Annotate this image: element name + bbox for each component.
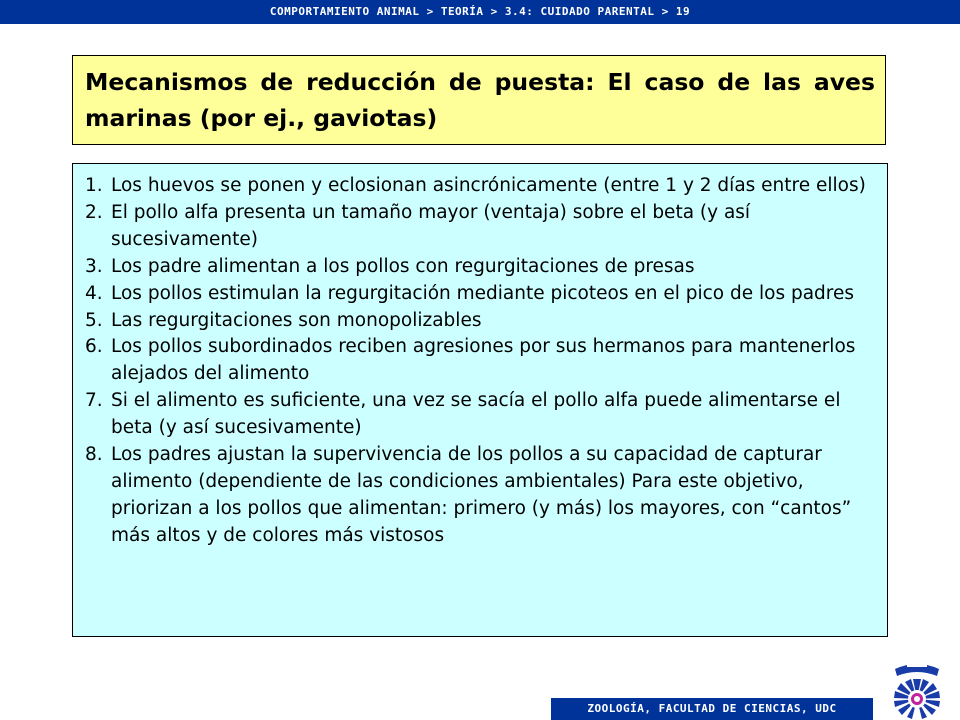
list-item [85, 334, 879, 388]
list-item-text: Los pollos estimulan la regurgitación mediante picoteos en el pico de los padres [111, 282, 855, 304]
list-item [85, 308, 879, 335]
list-item-text: El pollo alfa presenta un tamaño mayor (ventaja) sobre el beta (y así sucesivamente) [111, 201, 751, 250]
list-item [85, 254, 879, 281]
list-item-text: Los pollos subordinados reciben agresiones por sus hermanos para mantenerlos alejados del alimento [111, 336, 856, 385]
list-item [85, 281, 879, 308]
content-box [72, 163, 888, 637]
slide-title: Mecanismos de reducción de puesta: El caso de las aves marinas (por ej., gaviotas) [72, 55, 886, 145]
list-item [85, 200, 879, 254]
numbered-list [85, 173, 879, 550]
list-item-text: Los huevos se ponen y eclosionan asincrónicamente (entre 1 y 2 días entre ellos) [111, 175, 866, 196]
udc-logo-icon [877, 655, 957, 720]
list-item [85, 388, 879, 442]
list-item-number: 2. [85, 201, 103, 223]
list-item-text: Los padres ajustan la supervivencia de los pollos a su capacidad de capturar alimento (dependiente de las condiciones ambientales) Para este objetivo, priorizan a los pollos que alimentan: primero (y más) los mayores, con “cantos” más altos y de colores más vistosos [111, 444, 852, 546]
list-item-number: 1. [85, 175, 103, 196]
footer-institution: ZOOLOGÍA, FACULTAD DE CIENCIAS, UDC [551, 698, 873, 720]
list-item-number: 3. [85, 255, 103, 277]
list-item-number: 5. [85, 309, 103, 331]
list-item-text: Si el alimento es suficiente, una vez se sacía el pollo alfa puede alimentarse el beta (y así sucesivamente) [111, 390, 841, 439]
list-item-number: 6. [85, 336, 103, 358]
list-item [85, 173, 879, 200]
list-item-text: Los padre alimentan a los pollos con regurgitaciones de presas [111, 255, 695, 277]
breadcrumb: COMPORTAMIENTO ANIMAL > TEORÍA > 3.4: CUIDADO PARENTAL > 19 [0, 0, 960, 24]
list-item-number: 4. [85, 282, 103, 304]
list-item-number: 7. [85, 390, 103, 412]
list-item [85, 442, 879, 550]
list-item-number: 8. [85, 444, 103, 466]
list-item-text: Las regurgitaciones son monopolizables [111, 309, 482, 331]
